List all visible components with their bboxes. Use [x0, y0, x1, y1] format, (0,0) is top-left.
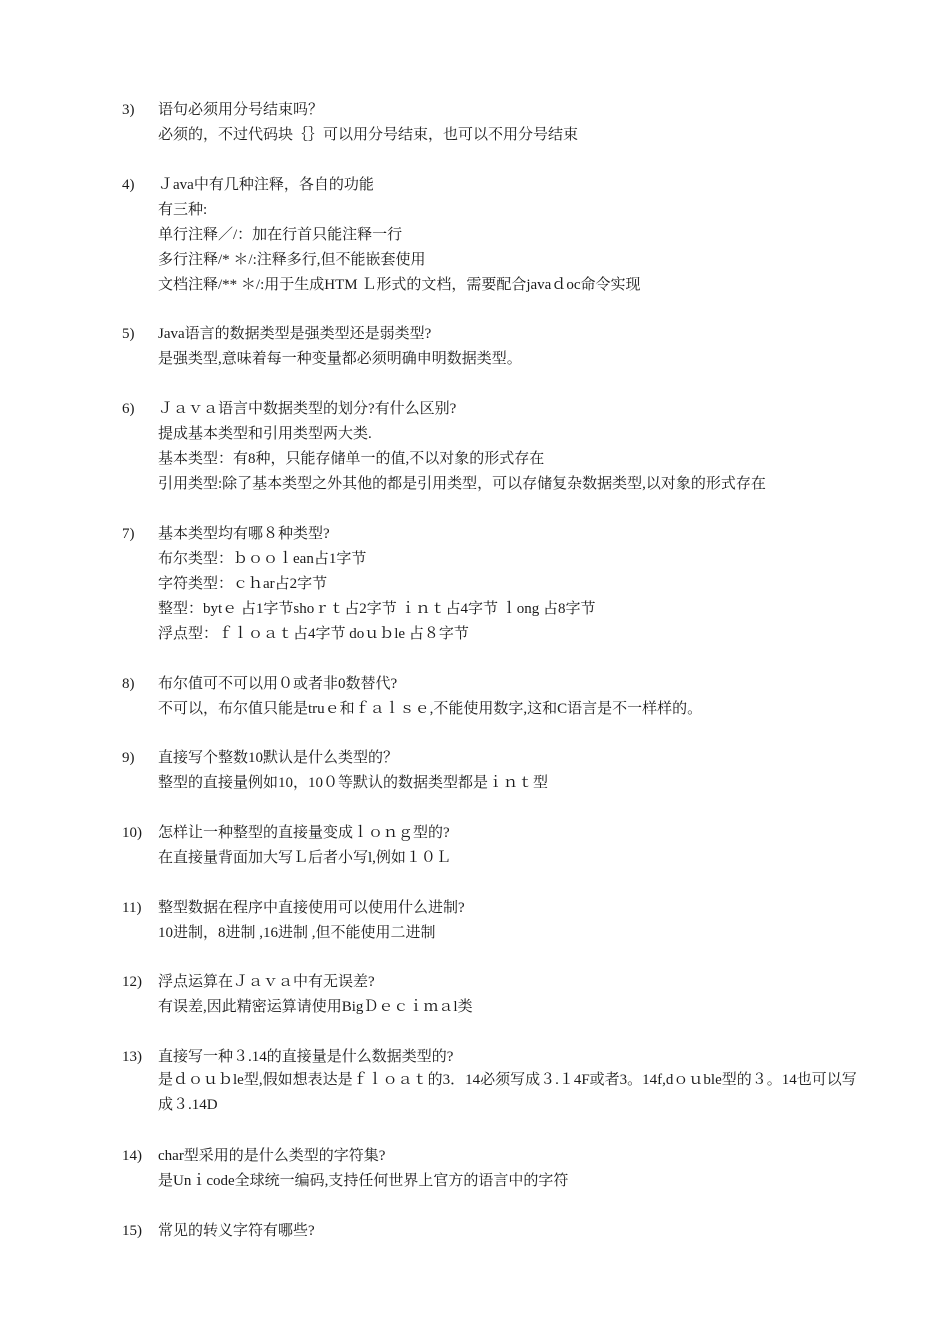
question-text: Java语言的数据类型是强类型还是弱类型? — [158, 326, 432, 342]
answer-line: 有误差,因此精密运算请使用BigＤｅｃｉｍａl类 — [158, 999, 473, 1015]
question-text: char型采用的是什么类型的字符集? — [158, 1148, 386, 1164]
item-number: 13) — [122, 1049, 142, 1065]
answer-line: 必须的，不过代码块｛｝可以用分号结束，也可以不用分号结束 — [158, 127, 579, 143]
answer-line: 是Unｉcode全球统一编码,支持任何世界上官方的语言中的字符 — [158, 1173, 569, 1189]
answer-paragraph: 是ｄｏｕｂle型,假如想表达是ｆｌｏａｔ的3．14必须写成３.１4F或者3。14f,dｏｕble型的３。14也可以写成３.14D — [158, 1072, 857, 1113]
item-number: 3) — [122, 102, 135, 118]
question-text: Ｊava中有几种注释，各自的功能 — [158, 177, 374, 193]
item-number: 12) — [122, 974, 142, 990]
item-number: 4) — [122, 177, 135, 193]
question-text: 直接写个整数10默认是什么类型的？ — [158, 750, 399, 766]
answer-line: 浮点型：ｆｌｏａｔ占4字节 doｕｂle 占８字节 — [158, 626, 469, 642]
item-number: 8) — [122, 676, 135, 692]
question-text: 整型数据在程序中直接使用可以使用什么进制? — [158, 900, 465, 916]
item-number: 15) — [122, 1223, 142, 1239]
answer-line: 在直接量背面加大写Ｌ后者小写l,例如１０Ｌ — [158, 850, 451, 866]
item-number: 11) — [122, 900, 142, 916]
answer-line: 基本类型：有8种，只能存储单一的值,不以对象的形式存在 — [158, 451, 545, 467]
answer-line: 提成基本类型和引用类型两大类. — [158, 426, 372, 442]
item-number: 6) — [122, 401, 135, 417]
item-number: 10) — [122, 825, 142, 841]
answer-line: 10进制，8进制 ,16进制 ,但不能使用二进制 — [158, 925, 436, 941]
item-number: 7) — [122, 526, 135, 542]
question-text: 布尔值可不可以用０或者非0数替代? — [158, 676, 398, 692]
answer-line: 有三种: — [158, 202, 208, 218]
answer-line: 布尔类型：ｂｏｏｌean占1字节 — [158, 551, 367, 567]
answer-line: 不可以，布尔值只能是truｅ和ｆａｌｓｅ,不能使用数字,这和C语言是不一样样的。 — [158, 701, 703, 717]
answer-line: 整型的直接量例如10，10０等默认的数据类型都是ｉｎｔ型 — [158, 775, 549, 791]
item-number: 5) — [122, 326, 135, 342]
item-number: 9) — [122, 750, 135, 766]
question-text: 常见的转义字符有哪些? — [158, 1223, 315, 1239]
question-text: 怎样让一种整型的直接量变成ｌｏｎｇ型的? — [158, 825, 450, 841]
answer-line: 字符类型：ｃｈar占2字节 — [158, 576, 328, 592]
answer-line: 单行注释／/：加在行首只能注释一行 — [158, 227, 403, 243]
question-text: Ｊａｖａ语言中数据类型的划分?有什么区别? — [158, 401, 457, 417]
question-text: 语句必须用分号结束吗？ — [158, 102, 324, 118]
question-text: 直接写一种３.14的直接量是什么数据类型的? — [158, 1049, 454, 1065]
question-text: 基本类型均有哪８种类型? — [158, 526, 330, 542]
answer-line: 多行注释/* ＊/:注释多行,但不能嵌套使用 — [158, 252, 426, 268]
question-text: 浮点运算在Ｊａｖａ中有无误差? — [158, 974, 375, 990]
answer-line: 是强类型,意味着每一种变量都必须明确申明数据类型。 — [158, 351, 522, 367]
answer-line: 整型：bytｅ 占1字节shoｒｔ占2字节 ｉｎｔ占4字节 ｌong 占8字节 — [158, 601, 596, 617]
answer-line: 文档注释/** ＊/:用于生成HTM Ｌ形式的文档，需要配合javaｄoc命令实现 — [158, 277, 641, 293]
answer-line: 引用类型:除了基本类型之外其他的都是引用类型，可以存储复杂数据类型,以对象的形式存在 — [158, 476, 766, 492]
item-number: 14) — [122, 1148, 142, 1164]
